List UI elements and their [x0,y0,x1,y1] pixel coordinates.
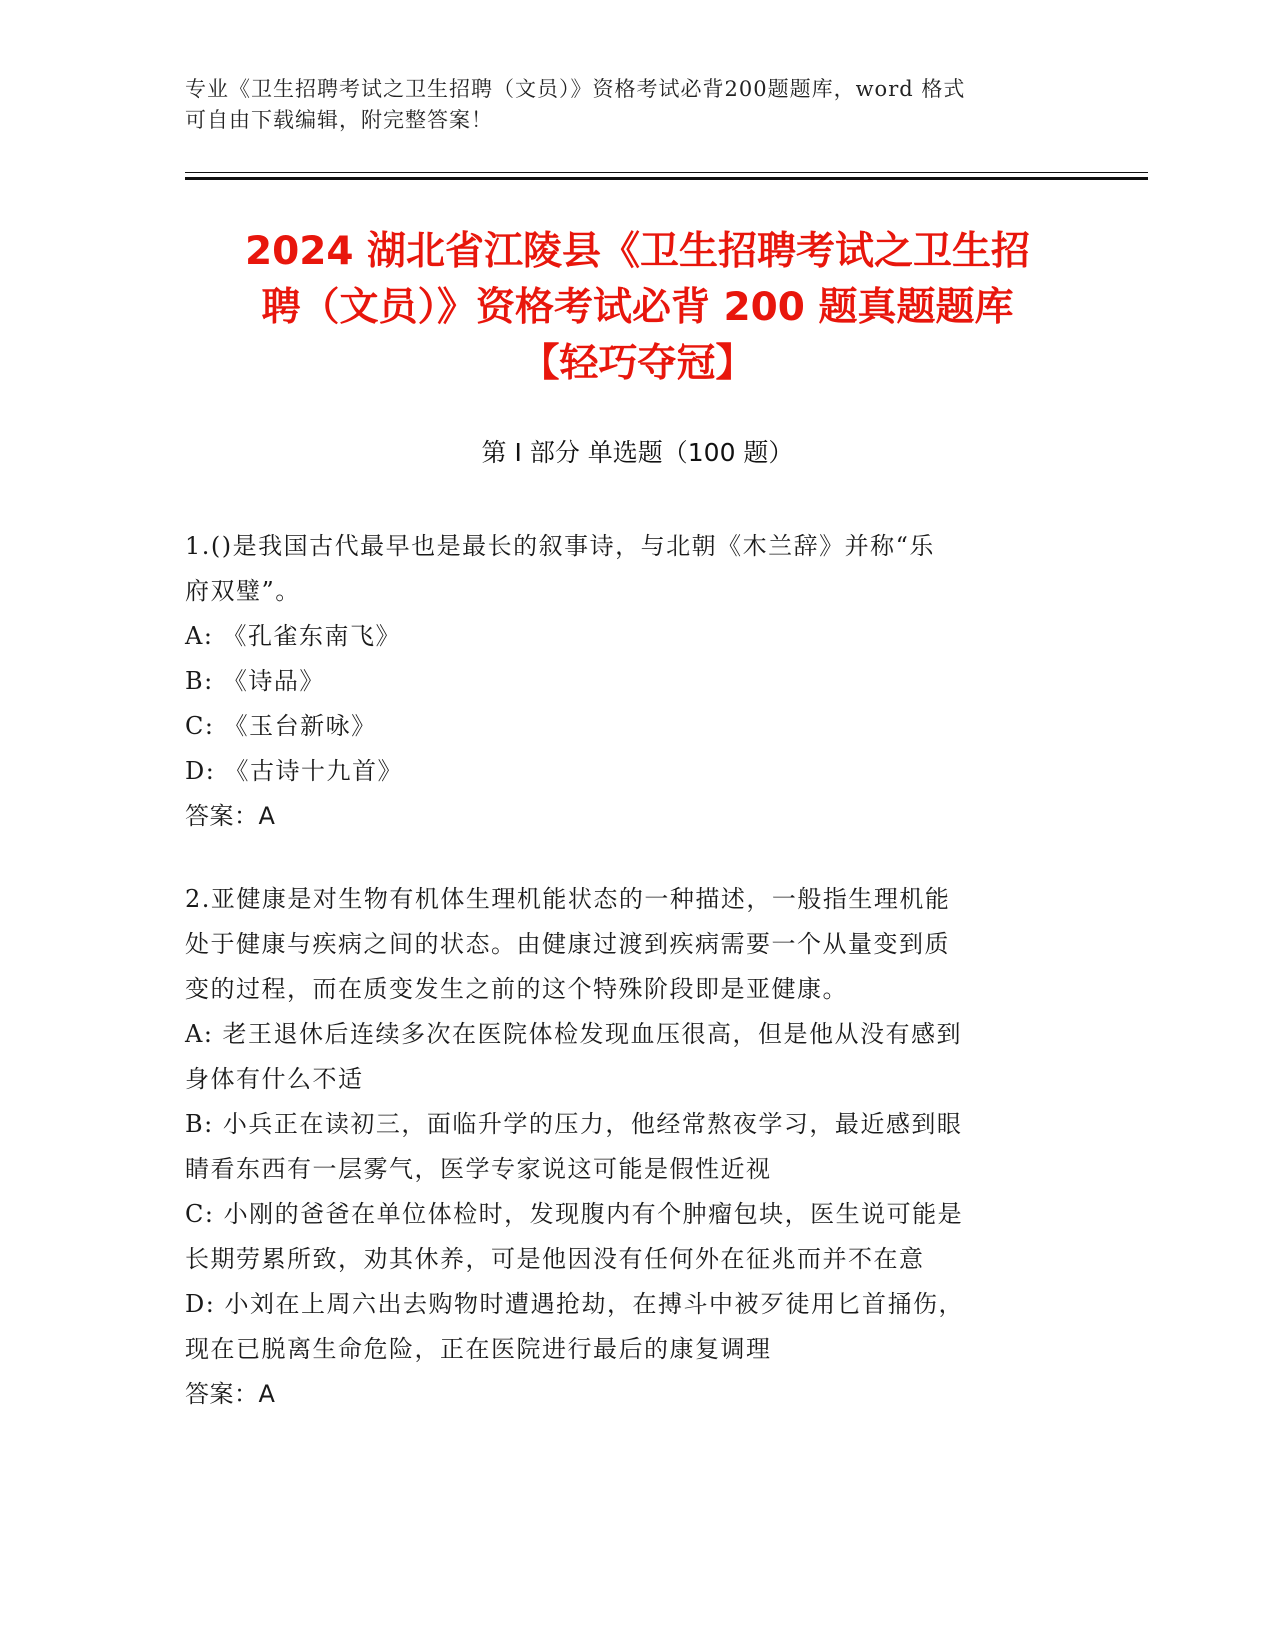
option-a-continued: 身体有什么不适 [185,1065,364,1093]
title-line: 聘（文员）》资格考试必背 200 题真题题库 [261,285,1014,330]
question-item [185,877,1085,1417]
option-d: D: 《古诗十九首》 [185,757,403,785]
question-stem-line: 处于健康与疾病之间的状态。由健康过渡到疾病需要一个从量变到质 [185,930,950,958]
header-divider-thick [185,177,1148,180]
answer-label: 答案：A [185,802,276,830]
answer-label: 答案：A [185,1380,276,1408]
option-b: B: 小兵正在读初三，面临升学的压力，他经常熬夜学习，最近感到眼 [185,1110,963,1138]
question-stem-line: 府双璧”。 [185,577,301,605]
section-heading: 第 I 部分 单选题（100 题） [481,438,794,467]
option-a: A: 老王退休后连续多次在医院体检发现血压很高，但是他从没有感到 [185,1020,963,1048]
document-title [140,224,1135,392]
option-b-continued: 睛看东西有一层雾气，医学专家说这可能是假性近视 [185,1155,772,1183]
header-note [185,74,1065,136]
header-divider-thin [185,172,1148,173]
option-c: C: 小刚的爸爸在单位体检时，发现腹内有个肿瘤包块，医生说可能是 [185,1200,964,1228]
title-line: 2024 湖北省江陵县《卫生招聘考试之卫生招 [244,229,1031,274]
header-note-line: 可自由下载编辑，附完整答案！ [185,108,493,132]
option-d-continued: 现在已脱离生命危险，正在医院进行最后的康复调理 [185,1335,772,1363]
header-note-line: 专业《卫生招聘考试之卫生招聘（文员）》资格考试必背200题题库，word 格式 [185,77,966,101]
question-stem-line: 变的过程，而在质变发生之前的这个特殊阶段即是亚健康。 [185,975,848,1003]
title-line: 【轻巧夺冠】 [520,341,755,386]
option-a: A: 《孔雀东南飞》 [185,622,402,650]
question-stem-line: 1.()是我国古代最早也是最长的叙事诗，与北朝《木兰辞》并称“乐 [185,532,935,560]
question-stem-line: 2.亚健康是对生物有机体生理机能状态的一种描述，一般指生理机能 [185,885,951,913]
option-c: C: 《玉台新咏》 [185,712,377,740]
question-item [185,524,1085,839]
option-c-continued: 长期劳累所致，劝其休养，可是他因没有任何外在征兆而并不在意 [185,1245,925,1273]
option-b: B: 《诗品》 [185,667,325,695]
option-d: D: 小刘在上周六出去购物时遭遇抢劫，在搏斗中被歹徒用匕首捅伤， [185,1290,964,1318]
